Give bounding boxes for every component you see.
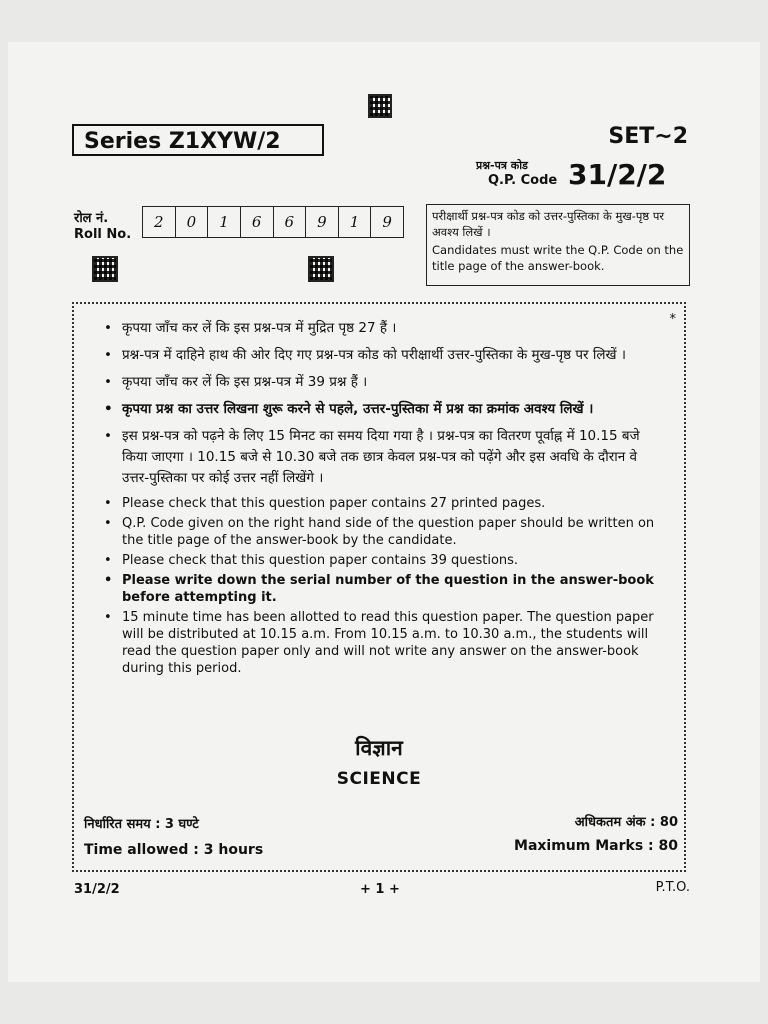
roll-digit: 9 <box>306 207 339 237</box>
maximum-marks-hindi: अधिकतम अंक : 80 <box>574 815 678 830</box>
instruction-english: • 15 minute time has been allotted to read this question paper. The question paper will be distributed at 10.15 a.m. From 10.15 a.m. to 10.30 a.m., the students will read the question paper only and will not write any answer on the answer-book during this period. <box>102 609 668 677</box>
roll-digit: 1 <box>208 207 241 237</box>
qp-code-value: 31/2/2 <box>568 158 667 191</box>
subject-title-hindi: विज्ञान <box>355 736 403 760</box>
roll-number-boxes <box>142 206 404 238</box>
set-number: SET~2 <box>608 124 688 149</box>
qp-code-label-hindi: प्रश्न-पत्र कोड <box>476 159 528 172</box>
roll-digit: 9 <box>382 213 392 231</box>
instruction-hindi: • कृपया प्रश्न का उत्तर लिखना शुरू करने से पहले, उत्तर-पुस्तिका में प्रश्न का क्रमांक अवश्य लिखें । <box>102 399 668 420</box>
roll-digit: 2 <box>143 207 176 237</box>
right-qr-code-icon <box>308 256 334 282</box>
instruction-english: • Please check that this question paper contains 39 questions. <box>102 552 668 569</box>
instruction-english: • Please write down the serial number of the question in the answer-book before attempting it. <box>102 572 668 606</box>
time-allowed: Time allowed : 3 hours <box>84 842 264 858</box>
subject-title: SCIENCE <box>336 769 422 789</box>
footer-code: 31/2/2 <box>74 882 120 897</box>
series-box: Series Z1XYW/2 <box>72 124 324 156</box>
roll-digit: 6 <box>241 207 274 237</box>
instructions-box <box>72 302 686 872</box>
instruction-hindi: • प्रश्न-पत्र में दाहिने हाथ की ओर दिए गए प्रश्न-पत्र कोड को परीक्षार्थी उत्तर-पुस्तिका के मुख-पृष्ठ पर लिखें । <box>102 345 668 366</box>
roll-digit: 1 <box>339 207 372 237</box>
pto-label: P.T.O. <box>655 880 690 895</box>
top-qr-code-icon <box>368 94 392 118</box>
instruction-hindi: • कृपया जाँच कर लें कि इस प्रश्न-पत्र में मुद्रित पृष्ठ 27 हैं । <box>102 318 668 339</box>
instruction-english: • Please check that this question paper contains 27 printed pages. <box>102 495 668 512</box>
left-qr-code-icon <box>92 256 118 282</box>
instruction-hindi: • इस प्रश्न-पत्र को पढ़ने के लिए 15 मिनट का समय दिया गया है । प्रश्न-पत्र का वितरण पूर्वाह्न में 10.15 बजे किया जाएगा । 10.15 बजे से 10.30 बजे तक छात्र केवल प्रश्न-पत्र को पढ़ेंगे और इस अवधि के दौरान वे उत्तर-पुस्तिका पर कोई उत्तर नहीं लिखेंगे । <box>102 426 668 489</box>
time-allowed-hindi: निर्धारित समय : 3 घण्टे <box>84 817 199 832</box>
roll-digit: 6 <box>274 207 307 237</box>
instruction-list <box>102 318 668 680</box>
page-number: + 1 + <box>360 882 400 897</box>
note-hindi: परीक्षार्थी प्रश्न-पत्र कोड को उत्तर-पुस्तिका के मुख-पृष्ठ पर अवश्य लिखें । <box>432 209 665 239</box>
note-english: Candidates must write the Q.P. Code on the title page of the answer-book. <box>432 243 684 273</box>
maximum-marks: Maximum Marks : 80 <box>514 838 678 854</box>
instruction-english: • Q.P. Code given on the right hand side of the question paper should be written on the title page of the answer-book by the candidate. <box>102 515 668 549</box>
qp-code-label: Q.P. Code <box>488 173 558 188</box>
star-mark: * <box>669 312 676 327</box>
instruction-hindi: • कृपया जाँच कर लें कि इस प्रश्न-पत्र में 39 प्रश्न हैं । <box>102 372 668 393</box>
roll-label-hindi: रोल नं. <box>74 211 109 226</box>
roll-label: Roll No. <box>74 227 132 242</box>
roll-digit: 0 <box>176 207 209 237</box>
candidate-note-box <box>426 204 690 286</box>
